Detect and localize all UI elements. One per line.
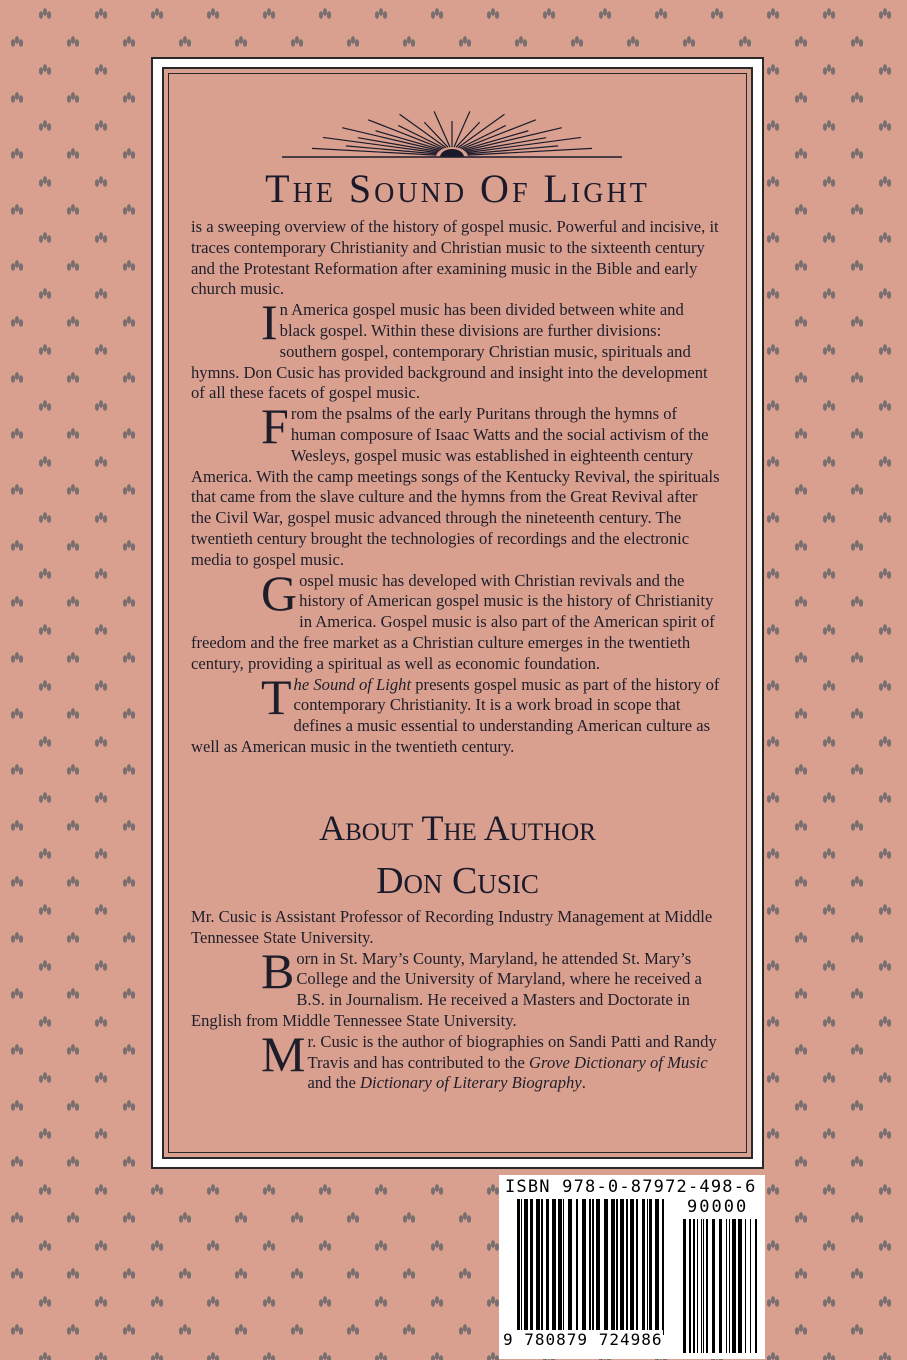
paragraph-america: In America gospel music has been divided between white and black gospel. Within these divisions are further divisions: southern gospel, contemporary Christian music, spirituals and hymns. Don Cusic has provided background and insight into the development of all these facets of gospel music.	[191, 294, 708, 403]
outer-frame	[151, 57, 764, 1169]
barcode-bar	[563, 1199, 564, 1335]
barcode-bar	[703, 1219, 704, 1353]
barcode-bar	[576, 1199, 578, 1335]
price-code: 90000	[687, 1197, 749, 1217]
barcode-bar	[745, 1219, 746, 1353]
text-panel	[162, 67, 753, 1159]
barcode-bar	[626, 1199, 628, 1335]
barcode-digits: 9 780879 724986	[503, 1330, 663, 1349]
barcode-bar	[750, 1219, 751, 1353]
drop-cap: G	[261, 564, 298, 621]
barcode-bar	[517, 1199, 520, 1335]
paragraph-psalms: From the psalms of the early Puritans through the hymns of human composure of Isaac Watts and the social activism of the Wesleys, gospel music was established in eighteenth century America. With the camp meetings songs of the Kentucky Revival, the spirituals that came from the slave culture and the hymns from the Great Revival after the Civil War, gospel music advanced through the nineteenth century. The twentieth century brought the technologies of recordings and the electronic media to gospel music.	[191, 398, 720, 569]
author-paragraph-born: Born in St. Mary’s County, Maryland, he attended St. Mary’s College and the University of Maryland, where he received a B.S. in Journalism. He received a Masters and Doctorate in English from Middle Tennessee State University.	[191, 942, 702, 1030]
barcode-bar	[729, 1219, 730, 1353]
barcode-bar	[582, 1199, 586, 1335]
drop-cap: F	[261, 398, 289, 455]
paragraph-revivals: Gospel music has developed with Christian revivals and the history of American gospel music is the history of Christianity in America. Gospel music is also part of the American spirit of freedom and the free market as a Christian culture emerges in the twentieth century, providing a spiritual as well as economic foundation.	[191, 564, 715, 673]
barcode-bar	[521, 1199, 522, 1335]
paragraph-conclusion: The Sound of Light presents gospel music as part of the history of contemporary Christianity. It is a work broad in scope that defines a music essential to understanding American culture as well as American music in the twentieth century.	[191, 668, 720, 756]
barcode-bar	[642, 1199, 645, 1335]
barcode-label	[499, 1175, 765, 1359]
drop-cap: M	[261, 1025, 306, 1082]
barcode-bar	[636, 1199, 638, 1335]
barcode-bar	[620, 1199, 624, 1335]
about-author-heading: About The Author	[319, 808, 596, 848]
barcode-bar	[689, 1219, 691, 1353]
barcode-bar	[655, 1199, 659, 1335]
barcode-bar	[647, 1199, 648, 1335]
barcode-bar	[530, 1199, 533, 1335]
barcode-bar	[630, 1199, 634, 1335]
barcode-bar	[693, 1219, 695, 1353]
book-title: The Sound Of Light	[265, 166, 650, 211]
barcode-bar	[524, 1199, 528, 1335]
drop-cap: B	[261, 942, 295, 999]
sunburst-ornament	[282, 107, 622, 159]
barcode-bar	[552, 1199, 556, 1335]
barcode-bar	[616, 1199, 618, 1335]
author-intro: Mr. Cusic is Assistant Professor of Recording Industry Management at Middle Tennessee State University.	[191, 907, 713, 947]
barcode-bar	[546, 1199, 549, 1335]
barcode-bar	[726, 1219, 727, 1353]
drop-cap: T	[261, 668, 292, 725]
isbn-number: ISBN 978-0-87972-498-6	[505, 1177, 757, 1197]
barcode-bar	[592, 1199, 594, 1335]
barcode-bar	[649, 1199, 652, 1335]
barcode-bar	[662, 1199, 664, 1335]
author-name: Don Cusic	[376, 860, 539, 902]
barcode-bar	[536, 1199, 540, 1335]
drop-cap: I	[261, 294, 278, 351]
barcode-bar	[712, 1219, 715, 1353]
barcode-bar	[732, 1219, 736, 1353]
barcode-bar	[604, 1199, 608, 1335]
barcode-bar	[596, 1199, 600, 1335]
barcode-bar	[706, 1219, 708, 1353]
description-block	[191, 217, 721, 758]
barcode-bar	[683, 1219, 686, 1353]
barcode-bar	[719, 1219, 722, 1353]
barcode-bar	[558, 1199, 562, 1335]
author-bio-block	[191, 907, 721, 1094]
barcode-bar	[738, 1219, 742, 1353]
barcode-bar	[697, 1219, 698, 1353]
barcode-bar	[568, 1199, 572, 1335]
barcode-bar	[701, 1219, 702, 1353]
author-paragraph-works: Mr. Cusic is the author of biographies on Sandi Patti and Randy Travis and has contributed to the Grove Dictionary of Music and the Dictionary of Literary Biography.	[261, 1025, 717, 1093]
barcode-bar	[589, 1199, 591, 1335]
barcode-bar	[541, 1199, 543, 1335]
barcode-bar	[611, 1199, 615, 1335]
intro-paragraph: is a sweeping overview of the history of gospel music. Powerful and incisive, it traces contemporary Christianity and Christian music to the sixteenth century and the Protestant Reformation after examining music in the Bible and early church music.	[191, 217, 719, 299]
barcode-bar	[755, 1219, 757, 1353]
